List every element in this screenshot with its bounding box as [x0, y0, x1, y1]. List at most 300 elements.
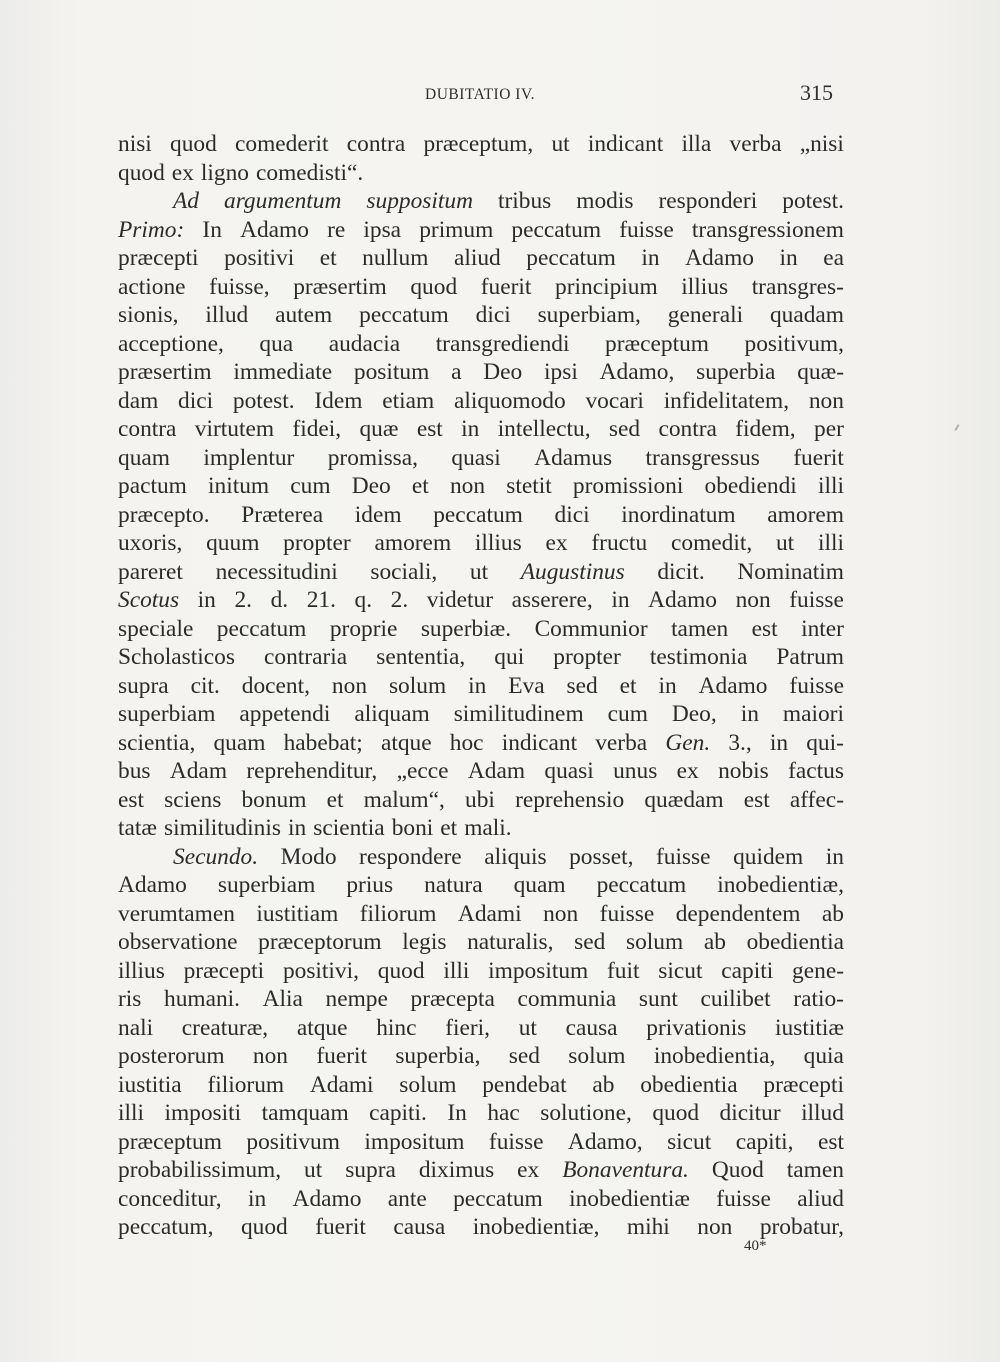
word: capiti.: [369, 1100, 427, 1126]
word: Adamus: [534, 444, 613, 471]
word: peccatum: [216, 615, 307, 642]
text-line: [118, 1185, 844, 1214]
word: aliquam: [354, 701, 430, 727]
word: quam: [513, 872, 566, 898]
word: inordinatum: [621, 501, 736, 528]
word: „ecce: [396, 758, 449, 784]
text-line: [118, 244, 844, 273]
text-line: [118, 472, 844, 501]
word: contra: [346, 131, 406, 157]
word: causa: [565, 1014, 618, 1041]
word: est: [817, 1128, 844, 1155]
word: illud: [205, 302, 249, 328]
word: fuisse: [619, 216, 674, 243]
text-line: [118, 586, 844, 615]
word: gene-: [792, 957, 844, 984]
word: conceditur,: [118, 1185, 222, 1212]
italic-word: suppositum: [366, 188, 473, 214]
word: fuisse: [789, 672, 844, 699]
word: ut: [518, 1014, 537, 1041]
word: potest.: [232, 387, 295, 414]
word: sciens: [164, 786, 222, 813]
word: non: [543, 900, 579, 927]
text-line: [118, 1042, 844, 1071]
word: illa: [681, 131, 712, 157]
word: solum: [388, 672, 447, 699]
text-line: [118, 957, 844, 986]
word: tamen: [671, 615, 729, 642]
word: Nominatim: [737, 558, 844, 585]
word: fidem,: [735, 416, 796, 442]
text-line: [118, 757, 844, 786]
text-line: [118, 672, 844, 701]
word: responderi: [658, 188, 758, 214]
word: Idem: [314, 387, 363, 414]
word: dici: [554, 501, 590, 528]
word: 2.: [390, 587, 409, 613]
word: peccatum: [596, 872, 687, 898]
word: positivi: [224, 245, 295, 271]
word: impositum: [488, 957, 589, 984]
word: inobedientiæ,: [717, 872, 844, 898]
word: in: [825, 843, 844, 870]
word: Adam: [169, 758, 228, 784]
word: non: [808, 387, 844, 414]
text-line: [118, 615, 844, 644]
word: tatæ: [118, 815, 157, 841]
word: sunt: [638, 986, 678, 1012]
word: filiorum: [359, 900, 437, 927]
word: dici: [475, 302, 511, 328]
word: positum: [353, 359, 430, 385]
word: propter: [283, 530, 351, 556]
word: in: [288, 815, 307, 841]
word: atque: [296, 1014, 348, 1041]
word: peccatum: [433, 501, 523, 528]
word: Modo: [280, 843, 337, 870]
word: Communior: [534, 615, 648, 642]
word: acceptione,: [118, 330, 224, 357]
word: principium: [555, 273, 658, 300]
word: fuerit: [793, 444, 844, 471]
word: generali: [667, 302, 744, 328]
word: Adam: [467, 758, 526, 784]
word: bus: [118, 758, 151, 784]
word: contra: [118, 416, 177, 442]
word: Adamo,: [567, 1128, 643, 1155]
word: verba: [595, 729, 648, 756]
word: verumtamen: [118, 900, 235, 927]
word: quum: [206, 530, 260, 556]
text-line: [118, 643, 844, 672]
word: quod: [240, 1214, 288, 1240]
word: speciale: [118, 615, 194, 642]
word: autem: [275, 302, 333, 328]
word: dicitur: [719, 1100, 781, 1126]
word: prius: [346, 872, 394, 898]
italic-word: Gen.: [665, 729, 711, 756]
word: implentur: [203, 444, 295, 471]
word: Adamo: [698, 672, 768, 699]
word: re: [327, 216, 346, 243]
word: quam: [118, 444, 170, 471]
word: Scholasticos: [118, 644, 235, 670]
word: dicit.: [657, 558, 705, 585]
word: sententia,: [376, 644, 466, 670]
word: aliud: [797, 1185, 844, 1212]
italic-word: Scotus: [118, 587, 180, 613]
word: qui-: [806, 729, 844, 756]
word: qui: [494, 644, 525, 670]
word: In: [447, 1100, 467, 1126]
word: sed: [574, 929, 606, 955]
word: Patrum: [776, 644, 844, 670]
word: fuisse: [599, 900, 655, 927]
word: observatione: [118, 929, 238, 955]
word: pareret: [118, 558, 183, 585]
word: Quod: [711, 1157, 764, 1183]
word: impositi: [164, 1100, 242, 1126]
word: ut: [469, 558, 489, 585]
word: sed: [508, 1043, 540, 1069]
word: solum: [625, 929, 684, 955]
word: scientia: [313, 815, 385, 841]
word: solutione,: [540, 1100, 632, 1126]
text-line: [118, 558, 844, 587]
word: etiam: [382, 387, 435, 414]
text-line: [118, 985, 844, 1014]
word: docent,: [241, 672, 310, 699]
word: diximus: [418, 1157, 495, 1183]
word: inobedientia,: [653, 1043, 776, 1069]
word: Deo: [483, 359, 523, 385]
word: reprehenditur,: [246, 758, 378, 784]
running-head: DUBITATIO IV.: [425, 86, 536, 103]
text-line: [118, 1071, 844, 1100]
word: testimonia: [649, 644, 748, 670]
word: in: [658, 672, 677, 699]
text-line: [118, 501, 844, 530]
text-line: [118, 387, 844, 416]
word: quod: [410, 273, 458, 300]
word: Adami: [457, 900, 522, 927]
word: aliquomodo: [453, 387, 566, 414]
word: supra: [118, 672, 169, 699]
word: verba: [729, 131, 782, 157]
word: sionis,: [118, 302, 179, 328]
word: 3.,: [728, 729, 752, 756]
word: ex: [517, 1157, 540, 1183]
word: impositum: [364, 1128, 465, 1155]
word: quasi: [544, 758, 594, 784]
word: fuisse,: [209, 273, 270, 300]
word: hoc: [449, 729, 484, 756]
word: filiorum: [207, 1071, 285, 1098]
word: Eva: [508, 672, 545, 699]
word: quæ: [359, 416, 399, 442]
word: posterorum: [118, 1043, 225, 1069]
word: Adamo: [648, 587, 717, 613]
word: Adami: [309, 1071, 374, 1098]
word: est: [751, 615, 778, 642]
word: quasi: [451, 444, 501, 471]
word: Adamo,: [599, 359, 675, 385]
word: amorem: [374, 530, 452, 556]
word: mihi: [626, 1214, 670, 1240]
word: uxoris,: [118, 530, 183, 556]
text-line: [118, 301, 844, 330]
word: ut: [551, 131, 570, 157]
text-line: [118, 330, 844, 359]
italic-word: Bonaventura.: [562, 1157, 689, 1183]
text-line: [118, 1014, 844, 1043]
word: fuerit: [316, 1043, 367, 1069]
word: et: [440, 815, 458, 841]
word: obediendi: [704, 473, 797, 499]
text-line: [118, 729, 844, 758]
word: in: [740, 701, 759, 727]
word: scientia,: [118, 729, 196, 756]
word: atque: [380, 729, 432, 756]
word: superbia,: [395, 1043, 481, 1069]
word: comederit: [235, 131, 329, 157]
word: contra: [658, 416, 717, 442]
word: asserere,: [511, 587, 593, 613]
word: tamquam: [261, 1100, 349, 1126]
word: fuisse: [488, 1128, 544, 1155]
word: transgres-: [751, 273, 844, 300]
word: respondere: [359, 843, 462, 870]
word: ligno: [200, 159, 249, 186]
word: amorem: [767, 501, 844, 528]
word: Adamo: [118, 872, 187, 898]
word: in: [641, 245, 660, 271]
text-line: [118, 871, 844, 900]
word: superbiæ.: [420, 615, 512, 642]
word: solum: [399, 1071, 457, 1098]
word: nullum: [362, 245, 429, 271]
word: quidem: [733, 843, 804, 870]
word: comedisti“.: [256, 159, 364, 186]
word: non: [449, 473, 486, 499]
word: probabilissimum,: [118, 1157, 282, 1183]
word: stetit: [506, 473, 552, 499]
word: a: [451, 359, 462, 385]
word: ante: [387, 1185, 427, 1212]
word: quod: [118, 159, 165, 186]
word: illi: [443, 957, 470, 984]
text-line: [118, 273, 844, 302]
word: legis: [402, 929, 447, 955]
word: in: [769, 729, 789, 756]
word: illi: [817, 530, 844, 556]
body-text: [118, 130, 844, 1242]
word: ipsi: [544, 359, 578, 385]
word: præcepti: [118, 245, 199, 271]
word: causa: [393, 1214, 446, 1240]
word: idem: [354, 501, 402, 528]
word: non: [735, 587, 771, 613]
text-line: [118, 1213, 844, 1242]
word: boni: [391, 815, 434, 841]
word: audacia: [328, 330, 401, 357]
word: peccatum: [359, 302, 449, 328]
word: privationis: [646, 1014, 747, 1041]
word: promissa,: [327, 444, 419, 471]
word: vocari: [585, 387, 644, 414]
word: ut: [304, 1157, 323, 1183]
word: inobedientiæ: [569, 1185, 690, 1212]
word: et: [619, 672, 637, 699]
word: quod: [652, 1100, 700, 1126]
word: præcepta: [410, 986, 495, 1012]
word: affec-: [789, 786, 844, 813]
word: est: [743, 786, 770, 813]
word: communia: [517, 986, 617, 1012]
italic-word: Ad: [173, 188, 199, 214]
signature-mark: 40*: [744, 1238, 767, 1254]
word: natura: [424, 872, 483, 898]
word: nali: [118, 1014, 154, 1041]
word: In: [202, 216, 222, 243]
italic-word: Primo:: [118, 216, 185, 243]
word: transgrediendi: [435, 330, 570, 357]
word: probatur,: [759, 1214, 844, 1240]
word: positivum,: [744, 330, 844, 357]
page-number: 315: [800, 80, 833, 105]
word: sed: [566, 672, 598, 699]
word: præceptum: [605, 330, 709, 357]
italic-word: Augustinus: [520, 558, 625, 585]
word: actione: [118, 273, 186, 300]
word: peccatum: [526, 245, 616, 271]
word: illi: [817, 473, 844, 499]
word: præceptum,: [423, 131, 534, 157]
word: illius: [118, 957, 165, 984]
word: quia: [803, 1043, 844, 1069]
word: Deo: [351, 473, 391, 499]
word: inter: [801, 615, 844, 642]
word: transgressus: [645, 444, 760, 471]
word: Adamo: [685, 245, 754, 271]
word: in: [247, 1185, 267, 1212]
word: ex: [676, 758, 699, 784]
word: non: [252, 1043, 288, 1069]
word: malum“,: [363, 786, 445, 813]
word: peccatum: [453, 1185, 543, 1212]
word: solum: [568, 1043, 626, 1069]
word: cit.: [190, 672, 220, 699]
word: obedientia: [746, 929, 844, 955]
word: præceptum: [118, 1128, 222, 1155]
word: „nisi: [799, 131, 844, 157]
word: ex: [171, 159, 194, 186]
word: sicut: [667, 1128, 712, 1155]
text-line: [118, 444, 844, 473]
text-line: [118, 928, 844, 957]
word: intellectu,: [497, 416, 591, 442]
word: ea: [823, 245, 844, 271]
word: cum: [607, 701, 648, 727]
word: illius: [681, 273, 729, 300]
word: 21.: [306, 587, 336, 613]
word: fuisse: [789, 587, 844, 613]
word: q.: [354, 587, 373, 613]
text-line: [118, 415, 844, 444]
word: ipsa: [363, 216, 402, 243]
text-line: [118, 1128, 844, 1157]
word: modis: [576, 188, 634, 214]
word: primum: [419, 216, 494, 243]
word: fuerit: [480, 273, 532, 300]
word: ex: [545, 530, 568, 556]
word: fidei,: [292, 416, 342, 442]
word: est: [416, 416, 443, 442]
word: fuit: [607, 957, 640, 984]
word: in: [611, 587, 630, 613]
word: supra: [345, 1157, 396, 1183]
text-line: [118, 130, 844, 159]
word: in: [779, 245, 798, 271]
word: infidelitatem,: [663, 387, 790, 414]
word: similitudinem: [453, 701, 584, 727]
word: potest.: [782, 188, 844, 214]
word: naturalis,: [467, 929, 554, 955]
text-line: [118, 900, 844, 929]
word: Adamo: [240, 216, 309, 243]
word: pendebat: [482, 1071, 567, 1098]
word: videtur: [426, 587, 494, 613]
word: virtutem: [194, 416, 275, 442]
word: et: [411, 473, 429, 499]
word: præcepto.: [118, 501, 210, 528]
word: obedientia: [640, 1071, 738, 1098]
word: factus: [788, 758, 844, 784]
word: peccatum,: [118, 1214, 214, 1240]
word: reprehensio: [515, 786, 625, 813]
word: inobedientiæ,: [472, 1214, 600, 1240]
word: est: [118, 786, 144, 813]
text-line: [118, 814, 844, 843]
word: ratio-: [793, 986, 844, 1012]
word: præcepti: [183, 957, 265, 984]
word: quæ-: [797, 359, 844, 385]
word: positivi,: [282, 957, 359, 984]
word: pactum: [118, 473, 187, 499]
word: Adamo: [292, 1185, 362, 1212]
word: fieri,: [445, 1014, 491, 1041]
word: quadam: [769, 302, 844, 328]
word: illi: [118, 1100, 144, 1126]
word: nisi: [118, 131, 152, 157]
text-line: [118, 843, 844, 872]
word: cum: [290, 473, 331, 499]
word: ab: [703, 929, 726, 955]
word: illud: [801, 1100, 844, 1126]
word: præcepti: [763, 1071, 844, 1098]
word: præsertim: [293, 273, 387, 300]
text-line: [118, 1156, 844, 1185]
word: qua: [259, 330, 294, 357]
word: promissioni: [572, 473, 684, 499]
word: fuisse: [655, 843, 711, 870]
word: non: [331, 672, 368, 699]
word: creaturæ,: [181, 1014, 269, 1041]
word: ut: [775, 530, 795, 556]
word: sed: [608, 416, 641, 442]
word: indicant: [501, 729, 578, 756]
text-line: [118, 159, 844, 188]
